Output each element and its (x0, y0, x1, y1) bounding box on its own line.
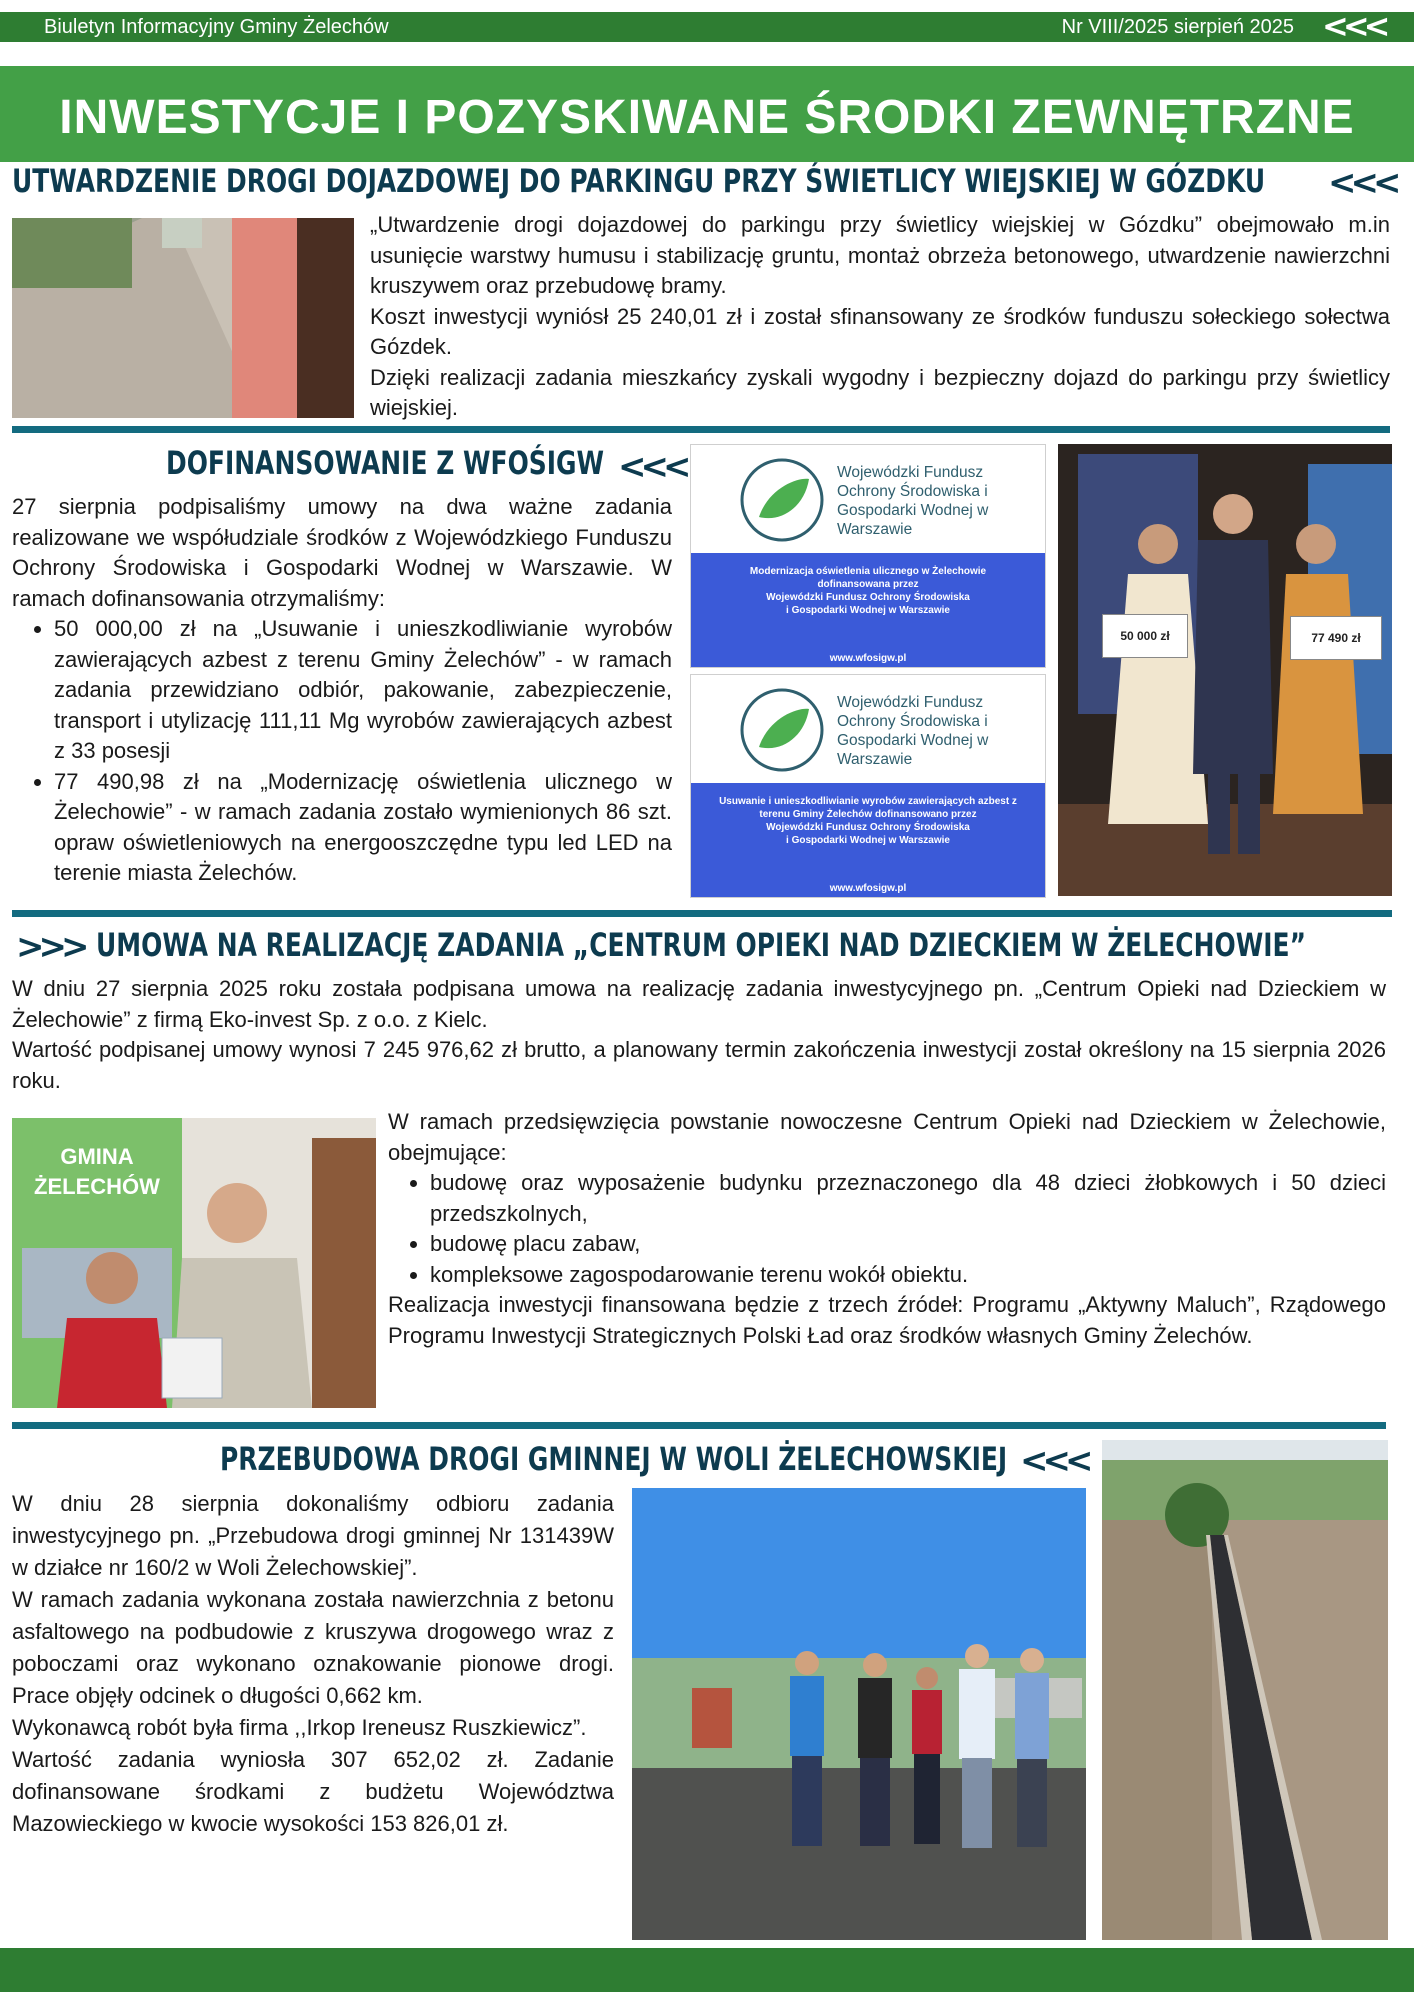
road-group-photo (632, 1488, 1086, 1940)
section4-paragraph: W ramach zadania wykonana została nawierzchnia z betonu asfaltowego na podbudowie z kruszywa drogowego wraz z poboczami oraz wykonano oznakowanie pionowe drogi. Prace objęły odcinek o długości 0,662 km. (12, 1587, 614, 1708)
section2-chevron-icon: <<< (618, 447, 686, 487)
section1-paragraph: Koszt inwestycji wyniósł 25 240,01 zł i został sfinansowany ze środków funduszu sołeckiego sołectwa Gózdek. (370, 303, 1390, 359)
caption-line: dofinansowana przez (817, 579, 919, 590)
wfosigw-card-caption (691, 553, 1045, 667)
road-aerial-photo (1102, 1440, 1388, 1940)
section1-photo (12, 218, 354, 418)
page-banner (0, 66, 1414, 162)
section3-title: UMOWA NA REALIZACJĘ ZADANIA „CENTRUM OPIEKI NAD DZIECKIEM W ŻELECHOWIE” (96, 926, 1306, 964)
banner-title: INWESTYCJE I POZYSKIWANE ŚRODKI ZEWNĘTRZNE (59, 91, 1355, 144)
section2-list (12, 614, 672, 889)
caption-line: Wojewódzki Fundusz Ochrony Środowiska (766, 592, 970, 603)
section-divider (12, 1422, 1386, 1429)
gmina-sign: GMINA ŻELECHÓW (34, 1144, 160, 1199)
section3-paragraph: Wartość podpisanej umowy wynosi 7 245 976,62 zł brutto, a planowany termin zakończenia inwestycji został określony na 15 sierpnia 2026 roku. (12, 1037, 1386, 1093)
section1-text (370, 210, 1390, 424)
cheque-board: 77 490 zł (1290, 616, 1382, 660)
wfosigw-logo-icon (739, 687, 825, 773)
list-item: • budowę oraz wyposażenie budynku przeznaczonego dla 48 dzieci żłobkowych i 50 dzieci przedszkolnych, (430, 1168, 1386, 1229)
ceremony-photo (1058, 444, 1392, 896)
section4-text (12, 1488, 614, 1840)
wfosigw-fund-name: Wojewódzki Fundusz Ochrony Środowiska i Gospodarki Wodnej w Warszawie (837, 694, 989, 768)
section3-list (388, 1168, 1386, 1290)
section3-text-right (388, 1107, 1386, 1351)
section3-chevron-icon: >>> (16, 927, 84, 967)
caption-line: terenu Gminy Żelechów dofinansowano przez (759, 809, 977, 820)
caption-line: Wojewódzki Fundusz Ochrony Środowiska (766, 822, 970, 833)
caption-line: Modernizacja oświetlenia ulicznego w Żelechowie (749, 566, 987, 577)
section3-paragraph: W ramach przedsięwzięcia powstanie nowoczesne Centrum Opieki nad Dzieckiem w Żelechowie, obejmujące: (388, 1109, 1386, 1165)
section3-text-top (12, 974, 1386, 1096)
section4-title: PRZEBUDOWA DROGI GMINNEJ W WOLI ŻELECHOWSKIEJ (220, 1440, 1008, 1478)
bulletin-name: Biuletyn Informacyjny Gminy Żelechów (44, 16, 389, 38)
header-bar (0, 7, 1414, 45)
section2-title: DOFINANSOWANIE Z WFOŚIGW (166, 444, 605, 482)
list-item: • kompleksowe zagospodarowanie terenu wokół obiektu. (430, 1260, 1386, 1291)
wfosigw-card-lighting (690, 444, 1046, 668)
section4-paragraph: Wartość zadania wyniosła 307 652,02 zł. Zadanie dofinansowane środkami z budżetu Województwa Mazowieckiego w kwocie wysokości 153 826,01 zł. (12, 1747, 614, 1836)
section1-chevron-icon: <<< (1328, 163, 1396, 203)
wfosigw-url: www.wfosigw.pl (829, 883, 907, 894)
caption-line: i Gospodarki Wodnej w Warszawie (786, 605, 950, 616)
section2-intro: 27 sierpnia podpisaliśmy umowy na dwa ważne zadania realizowane we współudziale środków z Wojewódzkiego Funduszu Ochrony Środowiska i Gospodarki Wodnej w Warszawie. W ramach dofinansowania otrzymaliśmy: (12, 494, 672, 611)
section3-paragraph: Realizacja inwestycji finansowana będzie z trzech źródeł: Programu „Aktywny Maluch”, Rządowego Programu Inwestycji Strategicznych Polski Ład oraz środków własnych Gminy Żelechów. (388, 1292, 1386, 1348)
wfosigw-card-caption (691, 783, 1045, 897)
section4-chevron-icon: <<< (1020, 1441, 1088, 1481)
header-chevron-icon: <<< (1322, 7, 1385, 45)
section2-text (12, 492, 672, 889)
section1-paragraph: „Utwardzenie drogi dojazdowej do parkingu przy świetlicy wiejskiej w Gózdku” obejmowało m.in usunięcie warstwy humusu i stabilizację gruntu, montaż obrzeża betonowego, utwardzenie nawierzchni kruszywem oraz przebudowę bramy. (370, 212, 1390, 298)
section4-paragraph: W dniu 28 sierpnia dokonaliśmy odbioru zadania inwestycyjnego pn. „Przebudowa drogi gminnej Nr 131439W w działce nr 160/2 w Woli Żelechowskiej”. (12, 1491, 614, 1580)
issue-number: Nr VIII/2025 sierpień 2025 (1061, 16, 1294, 38)
section4-paragraph: Wykonawcą robót była firma ,,Irkop Ireneusz Ruszkiewicz”. (12, 1715, 587, 1740)
footer-bar (0, 1948, 1414, 1992)
section3-paragraph: W dniu 27 sierpnia 2025 roku została podpisana umowa na realizację zadania inwestycyjnego pn. „Centrum Opieki nad Dzieckiem w Żelechowie” z firmą Eko-invest Sp. z o.o. z Kielc. (12, 976, 1386, 1032)
wfosigw-url: www.wfosigw.pl (829, 653, 907, 664)
section1-title: UTWARDZENIE DROGI DOJAZDOWEJ DO PARKINGU PRZY ŚWIETLICY WIEJSKIEJ W GÓZDKU (12, 162, 1266, 200)
wfosigw-card-asbestos (690, 674, 1046, 898)
list-item: • budowę placu zabaw, (430, 1229, 1386, 1260)
cheque-board: 50 000 zł (1102, 614, 1188, 658)
section1-paragraph: Dzięki realizacji zadania mieszkańcy zyskali wygodny i bezpieczny dojazd do parkingu przy świetlicy wiejskiej. (370, 364, 1390, 420)
section3-photo (12, 1118, 376, 1408)
list-item: • 77 490,98 zł na „Modernizację oświetlenia ulicznego w Żelechowie” - w ramach zadania zostało wymienionych 86 szt. opraw oświetleniowych na energooszczędne typu led LED na terenie miasta Żelechów. (54, 767, 672, 889)
list-item: • 50 000,00 zł na „Usuwanie i unieszkodliwianie wyrobów zawierających azbest z terenu Gminy Żelechów” - w ramach zadania przewidziano odbiór, pakowanie, zabezpieczenie, transport i utylizację 111,11 Mg wyrobów zawierających azbest z 33 posesji (54, 614, 672, 767)
wfosigw-logo-icon (739, 457, 825, 543)
wfosigw-fund-name: Wojewódzki Fundusz Ochrony Środowiska i Gospodarki Wodnej w Warszawie (837, 464, 989, 538)
section-divider (12, 910, 1392, 917)
section-divider (12, 426, 1390, 433)
caption-line: i Gospodarki Wodnej w Warszawie (786, 835, 950, 846)
caption-line: Usuwanie i unieszkodliwianie wyrobów zawierających azbest z (719, 796, 1017, 807)
